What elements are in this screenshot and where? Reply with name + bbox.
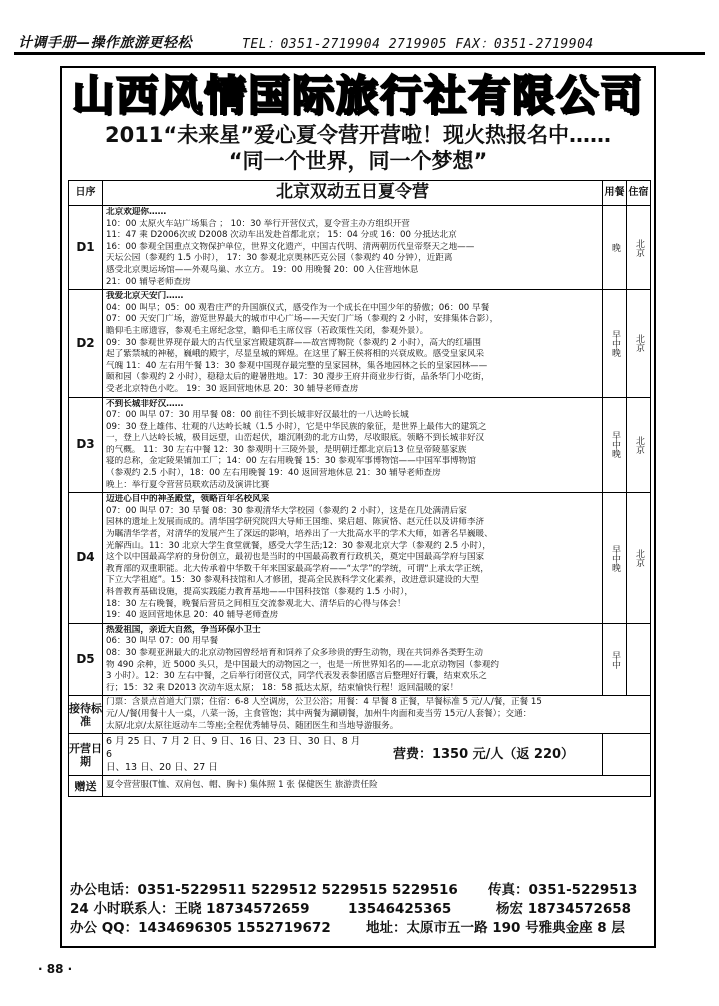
day-description <box>103 290 603 397</box>
day-theme: 迈进心目中的神圣殿堂，领略百年名校风采 <box>106 494 270 505</box>
top-header-bar <box>0 30 719 52</box>
table-header-row <box>69 181 651 206</box>
notes-text <box>103 696 651 734</box>
day-row <box>69 493 651 624</box>
notes-line: 门票：含景点首道大门票；住宿：6-8 人空调房，公卫公浴；用餐：4 早餐 8 正餐，早餐标准 5 元/人/餐，正餐 15 <box>106 697 542 708</box>
schedule-line: 起了紫禁城的神秘，巍峨的殿宇，尽显皇城的辉煌。在这里了解王侯将相的兴衰成败。感受皇家风采 <box>106 349 485 360</box>
schedule-line: 受老北京特色小吃。 19：30 返回营地休息 20：30 辅导老师查房 <box>106 383 359 394</box>
day-theme: 我爱北京天安门…… <box>106 291 184 302</box>
dates-blank <box>603 734 651 776</box>
dates-text <box>103 734 603 776</box>
schedule-line: 颐和园（参观约 2 小时），稳稳太后的避暑胜地。17：30 漫步王府井商业步行街，品条华门小吃街， <box>106 372 490 383</box>
subtitle-camp: 2011“未来星”爱心夏令营开营啦！现火热报名中…… <box>104 123 612 147</box>
office-qq: 办公 QQ：1434696305 1552719672 <box>70 920 331 936</box>
hotline: 24 小时联系人：王晓 18734572659 <box>70 901 310 917</box>
day-lodging <box>627 623 651 696</box>
day-theme: 北京欢迎你…… <box>106 207 167 217</box>
day-meals: 早中 <box>603 623 627 696</box>
day-row <box>69 623 651 696</box>
address: 地址：太原市五一路 190 号雅典金座 8 层 <box>366 920 625 936</box>
price: 营费：1350 元/人（返 220） <box>392 747 575 763</box>
col-day-header: 日序 <box>69 181 103 206</box>
day-label: D1 <box>69 206 103 290</box>
schedule-line: 气魄 11：40 左右用午餐 13：30 参观中国现存最完整的皇家园林，集各地园林之长的皇家园林—— <box>106 360 488 371</box>
dates-line: 日、13 日、20 日、27 日 <box>106 762 218 774</box>
day-theme: 热爱祖国，亲近大自然，争当环保小卫士 <box>106 624 261 635</box>
schedule-line: 18：30 左右晚餐，晚餐后营员之间相互交流参观北大、清华后的心得与体会！ <box>106 598 406 609</box>
schedule-line: 07：00 叫早 07：30 早餐 08：30 参观清华大学校园（参观约 2 小时），这是在几处满清后家 <box>106 505 467 516</box>
schedule-line: 园林的遗址上发展而成的。清华国学研究院四大导师王国维、梁启超、陈寅恪、赵元任以及讲师李济 <box>106 517 485 528</box>
day-label: D5 <box>69 623 103 696</box>
day-description <box>103 397 603 493</box>
itinerary-title: 北京双动五日夏令营 <box>103 181 603 206</box>
day-meals: 早中晚 <box>603 397 627 493</box>
day-theme: 不到长城非好汉…… <box>106 398 184 409</box>
day-meals: 早中晚 <box>603 290 627 397</box>
notes-line: 元/人/餐(用餐十人一桌，八菜一汤，主食管饱；其中两餐为涮刷餐，加州牛肉面和麦当劳 15元/人套餐）；交通： <box>106 708 532 719</box>
gift-row <box>69 776 651 797</box>
header-slogan: 计调手册—操作旅游更轻松 <box>18 35 192 51</box>
day-label: D3 <box>69 397 103 493</box>
day-lodging: 北京 <box>627 493 651 624</box>
schedule-line: 一，登上八达岭长城，极目远望，山峦起伏，雄沉刚劲的北方山势，尽收眼底。领略不到长城非好汉 <box>106 433 485 444</box>
schedule-line: 瞻仰毛主席遗容，参观毛主席纪念堂，瞻仰毛主席仪容（若政策性关闭，参观外景）。 <box>106 325 429 336</box>
schedule-line: 09：30 登上雄伟、壮观的八达岭长城（1.5 小时），它是中华民族的象征，是世界上最伟大的建筑之 <box>106 421 487 432</box>
schedule-line: （参观约 2.5 小时），18：00 左右用晚餐 19：40 返回营地休息 21：30 辅导老师查房 <box>106 468 441 479</box>
office-phone: 办公电话：0351-5229511 5229512 5229515 5229516 <box>70 882 458 898</box>
schedule-line: 下立大学祖庭”。15：30 参观科技馆和人才修团，提高全民族科学文化素养，改进意识建设的大型 <box>106 575 479 586</box>
schedule-line: 21：00 辅导老师查房 <box>106 276 191 287</box>
day-description <box>103 493 603 624</box>
dates-line: 6 月 25 日、7 月 2 日、9 日、16 日、23 日、30 日、8 月 6 <box>106 736 361 761</box>
day-row <box>69 290 651 397</box>
fax: 传真：0351-5229513 <box>488 882 638 898</box>
day-row <box>69 397 651 493</box>
schedule-line: 16：00 参观全国重点文物保护单位，世界文化遗产，中国古代明、清两朝历代皇帝祭天之地—— <box>106 241 475 252</box>
schedule-line: 这个以中国最高学府的身份创立，最初也是当时的中国最高教育行政机关，奠定中国最高学府与国家 <box>106 552 485 563</box>
schedule-line: 科普教育基础设施，提高实践能力教育基地——中国科技馆（参观约 1.5 小时）， <box>106 587 414 597</box>
dates-label: 开营日期 <box>69 734 103 776</box>
schedule-line: 08：30 参观亚洲最大的北京动物园曾经培育和饲养了众多珍贵的野生动物，现在共饲养各类野生动 <box>106 647 483 658</box>
dates-row <box>69 734 651 776</box>
schedule-line: 为瞩清华学者，对清华的发展产生了深远的影响，培养出了一大批高水平的学术大师，如著名早巍暖、 <box>106 529 493 540</box>
notes-label: 接待标准 <box>69 696 103 734</box>
schedule-line: 10：00 太原火车站广场集合 ； 10：30 举行开营仪式，夏令营主办方组织开营 <box>106 218 410 229</box>
gift-label: 赠送 <box>69 776 103 797</box>
schedule-line: 光解西山。11：30 北京大学生食堂就餐，感受大学生活;12：30 参观北京大学（参观约 2.5 小时）， <box>106 540 491 551</box>
day-description <box>103 623 603 696</box>
day-meals: 早中晚 <box>603 493 627 624</box>
schedule-line: 07：00 叫早 07：30 用早餐 08：00 前往不到长城非好汉最壮的一八达岭长城 <box>106 410 409 421</box>
header-phones: TEL：0351-2719904 2719905 FAX：0351-2719904 <box>242 37 594 52</box>
page-number: · 88 · <box>38 962 73 976</box>
gift-text: 夏令营营服(T恤、双肩包、帽、胸卡) 集体照 1 张 保健医生 旅游责任险 <box>103 776 651 797</box>
schedule-line: 寝的总称，金定陵果铺加工厂；14：00 左右用晚餐 15：30 参观军事博物馆——中国军事博物馆 <box>106 456 476 467</box>
schedule-line: 行；15：32 乘 D2013 次动车返太原； 18：58 抵达太原，结束愉快行程！返回温暖的家！ <box>106 682 459 693</box>
schedule-line: 物 490 余种，近 5000 头只，是中国最大的动物园之一，也是一所世界知名的——北京动物园（参观约 <box>106 659 499 670</box>
schedule-line: 教育部的双重职能。北大传承着中华数千年来国家最高学府——“太学”的学统，可谓“上承太学正统， <box>106 563 489 574</box>
day-description <box>103 206 603 290</box>
company-title: 山西风情国际旅行社有限公司 <box>71 71 644 120</box>
schedule-line: 11：47 乘 D2006次或 D2008 次动车出发赴首都北京； 15：04 分或 16：00 分抵达北京 <box>106 230 457 241</box>
day-lodging: 北京 <box>627 290 651 397</box>
day-label: D4 <box>69 493 103 624</box>
header-rule <box>14 52 705 55</box>
col-meal-header: 用餐 <box>603 181 627 206</box>
day-meals: 晚 <box>603 206 627 290</box>
schedule-line: 天坛公园（参观约 1.5 小时）， 17：30 参观北京奥林匹克公园（参观约 40 分钟），近距离 <box>106 253 453 264</box>
col-stay-header: 住宿 <box>627 181 651 206</box>
schedule-line: 3 小时）。12：30 左右中餐，之后举行闭营仪式，同学代表发表参团感言后整理好行囊，结束欢乐之 <box>106 671 487 682</box>
notes-line: 太原/北京/太原往返动车二等座;全程优秀辅导员、随团医生和当地导游服务。 <box>106 720 399 731</box>
day-row <box>69 206 651 290</box>
schedule-line: 晚上：举行夏令营营员联欢活动及演讲比赛 <box>106 479 270 490</box>
hotline-2: 13546425365 <box>348 901 452 917</box>
contact-2: 杨宏 18734572658 <box>496 901 632 917</box>
day-lodging: 北京 <box>627 397 651 493</box>
schedule-line: 07：00 天安门广场，游览世界最大的城市中心广场——天安门广场（参观约 2 小时，安排集体合影）， <box>106 314 499 325</box>
day-lodging: 北京 <box>627 206 651 290</box>
notes-row <box>69 696 651 734</box>
itinerary-table <box>68 180 651 797</box>
schedule-line: 的气概。 11：30 左右中餐 12：30 参观明十三陵外景，是明朝迁都北京后13 位皇帝陵墓家族 <box>106 444 467 455</box>
schedule-line: 09：30 参观世界现存最大的古代皇家宫殿建筑群——故宫博物院（参观约 2 小时），高大的红墙围 <box>106 337 481 348</box>
subtitle-motto: “同一个世界，同一个梦想” <box>228 149 488 173</box>
day-label: D2 <box>69 290 103 397</box>
schedule-line: 19：40 返回营地休息 20：40 辅导老师查房 <box>106 610 279 621</box>
schedule-line: 感受北京奥运场馆——外观鸟巢、水立方。 19：00 用晚餐 20：00 入住营地休息 <box>106 264 419 275</box>
day-rows <box>69 206 651 696</box>
schedule-line: 04：00 叫早；05：00 观看庄严的升国旗仪式，感受作为一个成长在中国少年的骄傲；06：00 早餐 <box>106 302 490 313</box>
schedule-line: 06：30 叫早 07：00 用早餐 <box>106 636 219 647</box>
